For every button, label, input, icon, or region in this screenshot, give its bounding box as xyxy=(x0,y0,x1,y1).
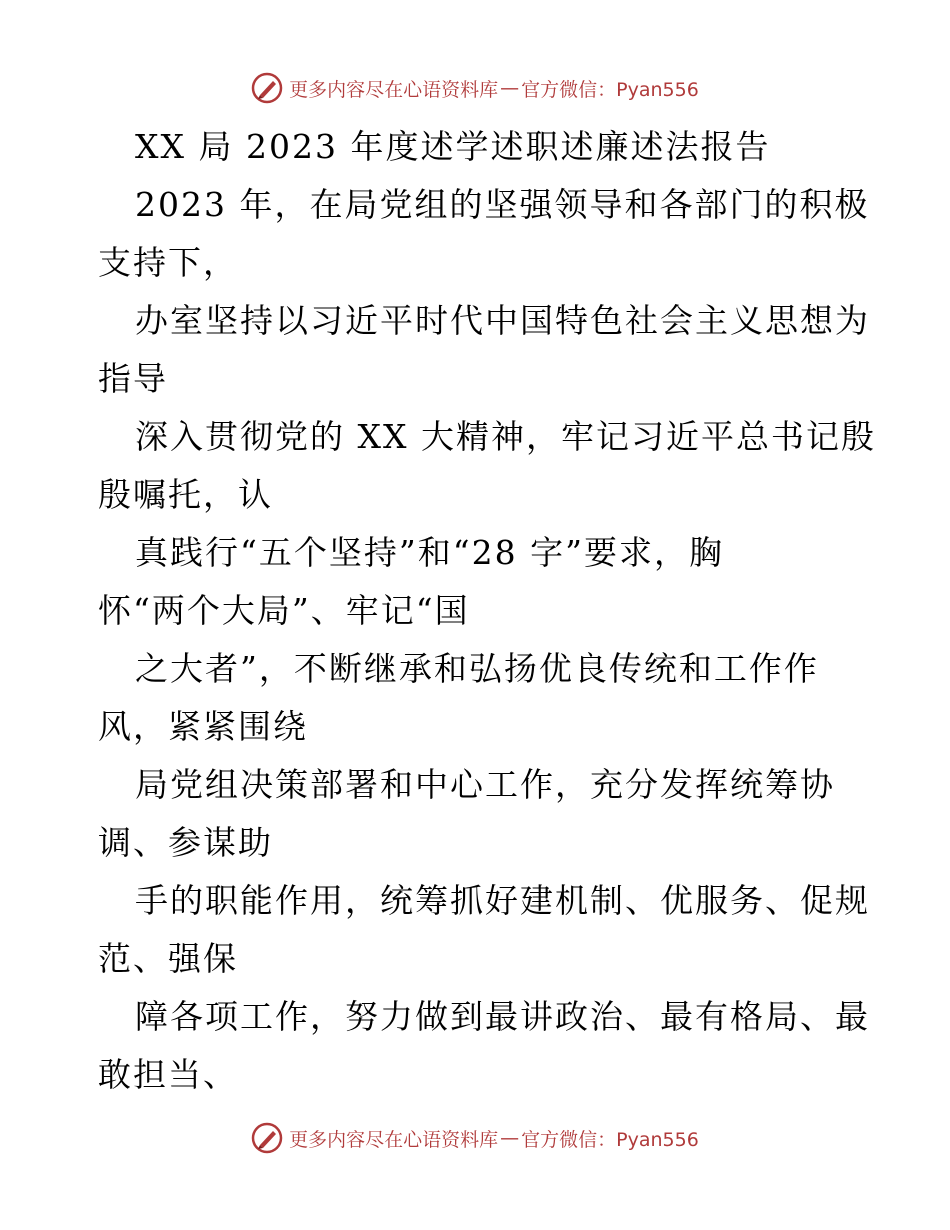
text-line: 办室坚持以习近平时代中国特色社会主义思想为 xyxy=(135,301,870,340)
watermark-separator: — xyxy=(500,1127,520,1149)
text-line: 风，紧紧围绕 xyxy=(98,707,308,746)
text-line: XX 局 2023 年度述学述职述廉述法报告 xyxy=(135,127,771,166)
watermark-site-text: 更多内容尽在心语资料库 xyxy=(289,78,499,101)
document-body xyxy=(98,118,876,1104)
text-line: 手的职能作用，统筹抓好建机制、优服务、促规 xyxy=(135,881,870,920)
text-line: 怀“两个大局”、牢记“国 xyxy=(98,591,470,630)
text-line: 指导 xyxy=(98,359,168,398)
watermark-wechat-text: 官方微信：Pyan556 xyxy=(521,78,699,101)
pen-logo-icon xyxy=(251,1122,283,1154)
text-line: 深入贯彻党的 XX 大精神，牢记习近平总书记殷 xyxy=(135,417,876,456)
watermark-site-text: 更多内容尽在心语资料库 xyxy=(289,1128,499,1151)
text-line: 障各项工作，努力做到最讲政治、最有格局、最 xyxy=(135,997,870,1036)
text-line: 2023 年，在局党组的坚强领导和各部门的积极 xyxy=(135,185,870,224)
footer-watermark xyxy=(0,1118,950,1158)
text-line: 局党组决策部署和中心工作，充分发挥统筹协 xyxy=(135,765,835,804)
text-line: 调、参谋助 xyxy=(98,823,273,862)
text-line: 殷嘱托，认 xyxy=(98,475,273,514)
watermark-separator: — xyxy=(500,77,520,99)
text-line: 真践行“五个坚持”和“28 字”要求，胸 xyxy=(135,533,724,572)
text-line: 之大者”，不断继承和弘扬优良传统和工作作 xyxy=(135,649,819,688)
header-watermark xyxy=(0,68,950,108)
text-line: 支持下， xyxy=(98,243,238,282)
text-line: 范、强保 xyxy=(98,939,238,978)
text-line: 敢担当、 xyxy=(98,1055,238,1094)
pen-logo-icon xyxy=(251,72,283,104)
watermark-wechat-text: 官方微信：Pyan556 xyxy=(521,1128,699,1151)
